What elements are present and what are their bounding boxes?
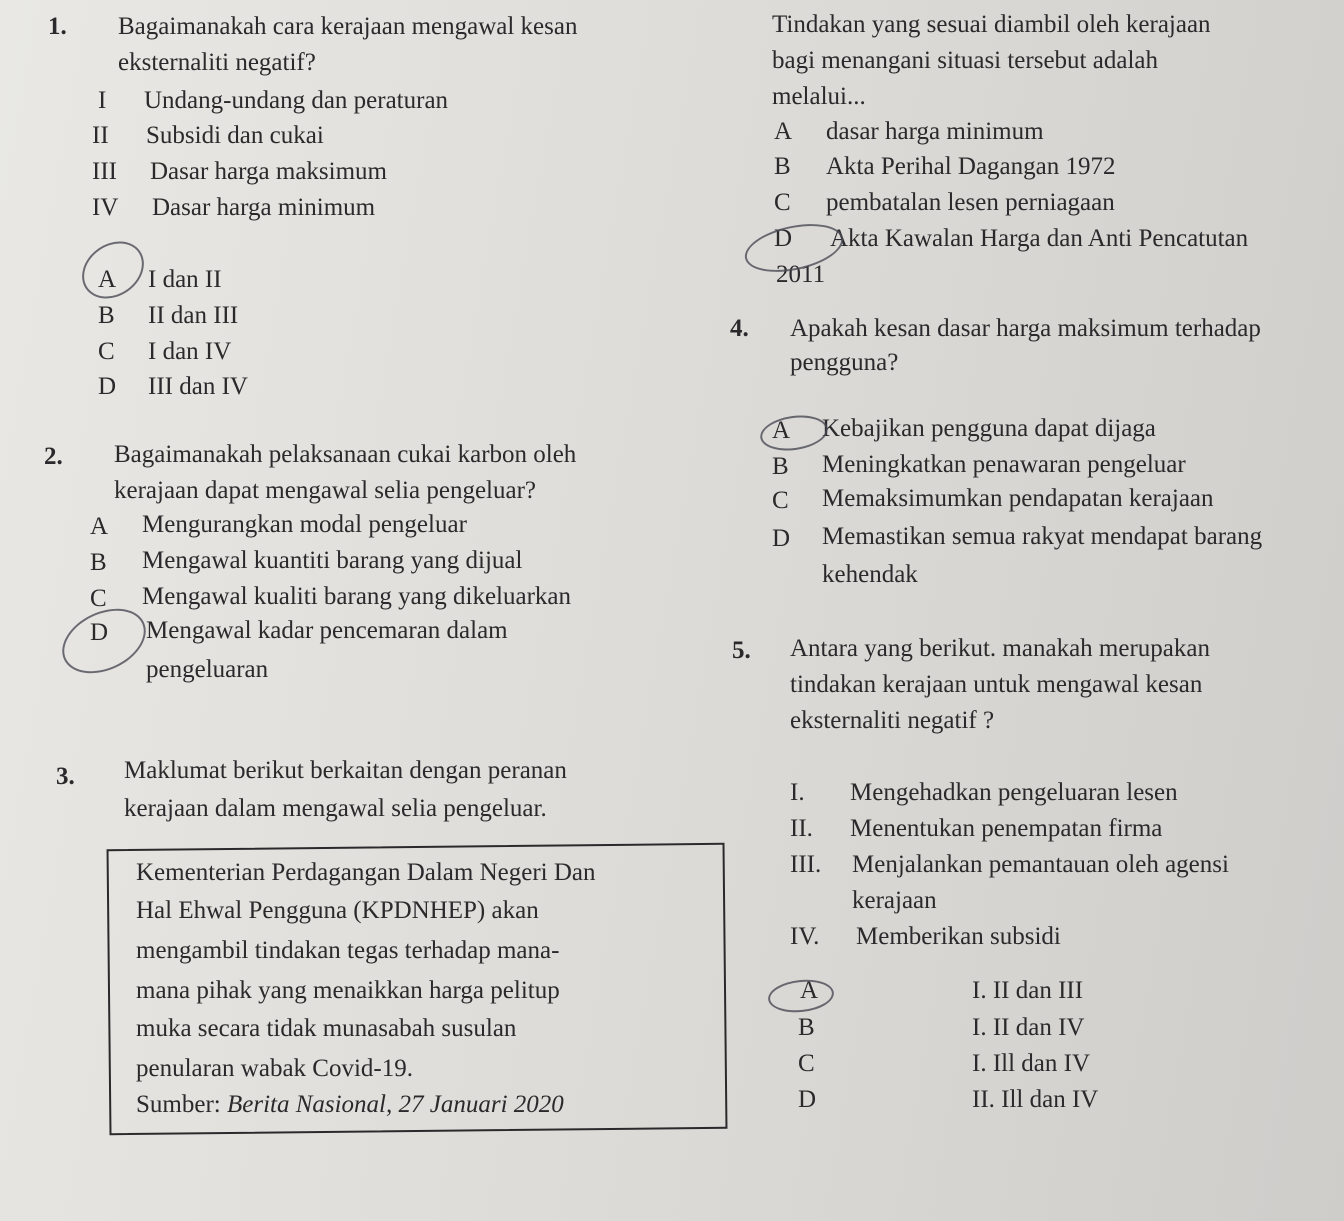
q4-option-b-text: Meningkatkan penawaran pengeluar xyxy=(822,451,1186,478)
q5-number: 5. xyxy=(732,637,751,664)
q4-option-c-label: C xyxy=(772,487,789,514)
q4-option-d-text: Memastikan semua rakyat mendapat barang xyxy=(822,523,1263,550)
q5-statement-3-text: Menjalankan pemantauan oleh agensi xyxy=(852,851,1229,878)
q4-option-a-label: A xyxy=(772,417,791,444)
q4-option-a-text: Kebajikan pengguna dapat dijaga xyxy=(822,415,1156,442)
q2-option-a-text: Mengurangkan modal pengeluar xyxy=(142,511,467,538)
box-line-2: Hal Ehwal Pengguna (KPDNHEP) akan xyxy=(136,897,539,924)
answer-circle-mark xyxy=(71,230,155,310)
q3-cont-line1: Tindakan yang sesuai diambil oleh kerajaan xyxy=(772,11,1211,38)
q4-number: 4. xyxy=(730,315,749,342)
q3-option-d-text-cont: 2011 xyxy=(776,261,826,288)
q3-cont-line2: bagi menangani situasi tersebut adalah xyxy=(772,47,1158,74)
q5-option-c-label: C xyxy=(798,1050,815,1077)
q1-statement-2-label: II xyxy=(92,122,109,149)
q1-statement-3-text: Dasar harga maksimum xyxy=(150,158,387,185)
q5-option-d-label: D xyxy=(798,1086,817,1113)
q1-statement-1-label: I xyxy=(98,87,107,114)
q5-statement-1-label: I. xyxy=(790,779,805,806)
source-label: Sumber: xyxy=(136,1091,221,1118)
answer-circle-mark xyxy=(767,977,836,1016)
q1-option-c-label: C xyxy=(98,338,115,365)
box-line-5: muka secara tidak munasabah susulan xyxy=(136,1015,517,1042)
q1-option-b-label: B xyxy=(98,302,115,329)
q4-option-d-label: D xyxy=(772,525,791,552)
q2-option-a-label: A xyxy=(90,513,109,540)
q1-option-a-label: A xyxy=(98,266,117,293)
q5-statement-3-label: III. xyxy=(790,851,822,878)
q3-option-a-text: dasar harga minimum xyxy=(826,118,1044,145)
q5-statement-4-text: Memberikan subsidi xyxy=(856,923,1061,950)
q2-option-d-label: D xyxy=(90,619,109,646)
q3-option-c-label: C xyxy=(774,189,791,216)
q1-statement-4-label: IV xyxy=(92,194,119,221)
q1-stem-line1: Bagaimanakah cara kerajaan mengawal kesan xyxy=(118,13,578,40)
q2-option-c-label: C xyxy=(90,585,107,612)
q1-option-d-text: III dan IV xyxy=(148,373,248,400)
q5-option-b-label: B xyxy=(798,1014,815,1041)
q5-option-a-label: A xyxy=(800,977,819,1004)
q1-statement-1-text: Undang-undang dan peraturan xyxy=(144,87,449,114)
q1-option-c-text: I dan IV xyxy=(148,338,232,365)
q5-stem-line3: eksternaliti negatif ? xyxy=(790,707,995,734)
q4-option-b-label: B xyxy=(772,453,789,480)
q4-stem-line2: pengguna? xyxy=(790,349,899,376)
q3-option-c-text: pembatalan lesen perniagaan xyxy=(826,189,1115,216)
q3-stem-line2: kerajaan dalam mengawal selia pengeluar. xyxy=(124,795,547,822)
q5-option-a-text: I. II dan III xyxy=(972,977,1084,1004)
q1-stem-line2: eksternaliti negatif? xyxy=(118,49,316,76)
q5-statement-3-text-cont: kerajaan xyxy=(852,887,937,914)
q5-option-d-text: II. Ill dan IV xyxy=(972,1086,1099,1113)
q2-stem-line1: Bagaimanakah pelaksanaan cukai karbon oleh xyxy=(114,441,577,468)
q3-option-b-label: B xyxy=(774,153,791,180)
box-line-6: penularan wabak Covid-19. xyxy=(136,1055,414,1082)
q1-option-d-label: D xyxy=(98,373,117,400)
q1-option-a-text: I dan II xyxy=(148,266,222,293)
q5-statement-4-label: IV. xyxy=(790,923,820,950)
q4-stem-line1: Apakah kesan dasar harga maksimum terhadap xyxy=(790,315,1261,342)
q2-option-d-text: Mengawal kadar pencemaran dalam xyxy=(146,617,508,644)
q5-option-b-text: I. II dan IV xyxy=(972,1014,1085,1041)
q1-statement-4-text: Dasar harga minimum xyxy=(152,194,376,221)
q5-stem-line1: Antara yang berikut. manakah merupakan xyxy=(790,635,1210,662)
box-line-4: mana pihak yang menaikkan harga pelitup xyxy=(136,977,560,1004)
q3-option-b-text: Akta Perihal Dagangan 1972 xyxy=(826,153,1116,180)
answer-circle-mark xyxy=(52,596,156,686)
q5-statement-1-text: Mengehadkan pengeluaran lesen xyxy=(850,779,1178,806)
q5-statement-2-text: Menentukan penempatan firma xyxy=(850,815,1163,842)
q2-option-b-text: Mengawal kuantiti barang yang dijual xyxy=(142,547,523,574)
q3-option-a-label: A xyxy=(774,118,793,145)
q4-option-d-text-cont: kehendak xyxy=(822,561,918,588)
q2-option-d-text-cont: pengeluaran xyxy=(146,656,269,683)
q3-cont-line3: melalui... xyxy=(772,83,866,110)
q1-statement-2-text: Subsidi dan cukai xyxy=(146,122,324,149)
q3-stem-line1: Maklumat berikut berkaitan dengan peranan xyxy=(124,757,567,784)
box-line-1: Kementerian Perdagangan Dalam Negeri Dan xyxy=(136,859,596,886)
box-source xyxy=(136,1090,564,1120)
q1-statement-3-label: III xyxy=(92,158,117,185)
answer-circle-mark xyxy=(758,411,830,454)
q2-option-c-text: Mengawal kualiti barang yang dikeluarkan xyxy=(142,583,572,610)
q1-option-b-text: II dan III xyxy=(148,302,239,329)
q3-option-d-label: D xyxy=(774,225,793,252)
q4-option-c-text: Memaksimumkan pendapatan kerajaan xyxy=(822,485,1214,512)
q2-number: 2. xyxy=(44,443,63,470)
q2-stem-line2: kerajaan dapat mengawal selia pengeluar? xyxy=(114,477,536,504)
box-line-3: mengambil tindakan tegas terhadap mana- xyxy=(136,937,560,964)
q2-option-b-label: B xyxy=(90,549,107,576)
q3-number: 3. xyxy=(56,763,75,790)
q3-option-d-text: Akta Kawalan Harga dan Anti Pencatutan xyxy=(830,225,1249,252)
q5-option-c-text: I. Ill dan IV xyxy=(972,1050,1091,1077)
q5-statement-2-label: II. xyxy=(790,815,813,842)
q5-stem-line2: tindakan kerajaan untuk mengawal kesan xyxy=(790,671,1203,698)
source-name: Berita Nasional, 27 Januari 2020 xyxy=(226,1091,564,1118)
q1-number: 1. xyxy=(48,13,67,40)
